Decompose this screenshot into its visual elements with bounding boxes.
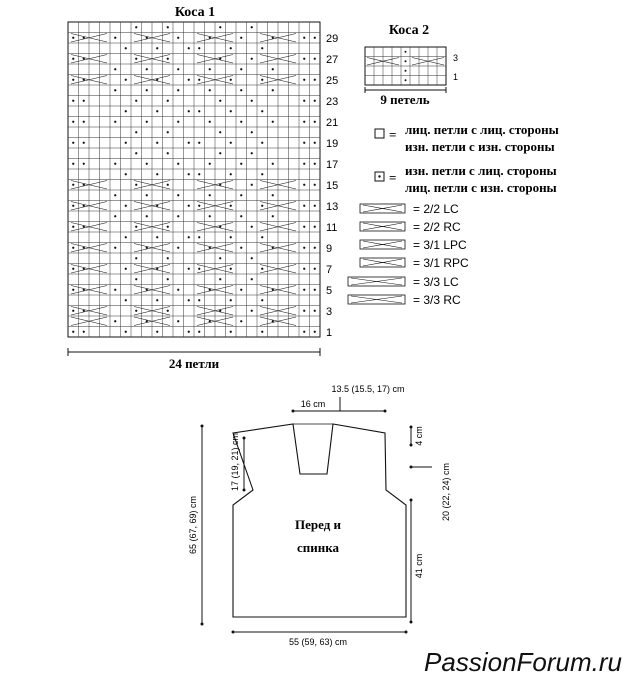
chart1-row-labels [326,33,338,339]
purl-dot [219,278,221,280]
purl-dot [177,37,179,39]
purl-dot [156,331,158,333]
purl-dot [198,142,200,144]
purl-dot [219,26,221,28]
chart1-row-label: 7 [326,264,333,276]
purl-dot [156,236,158,238]
purl-dot [72,142,74,144]
purl-dot [303,289,305,291]
purl-dot [167,278,169,280]
purl-dot [251,26,253,28]
total-length-dot-top [201,425,204,428]
purl-dot [230,79,232,81]
purl-dot [272,163,274,165]
purl-dot [230,236,232,238]
purl-dot [314,205,316,207]
purl-dot [219,100,221,102]
purl-dot [125,268,127,270]
purl-dot [261,142,263,144]
purl-dot [167,26,169,28]
watermark: PassionForum.ru [424,647,622,677]
purl-dot [83,331,85,333]
legend-knit-line1: лиц. петли с лиц. стороны [405,122,559,137]
purl-dot [72,226,74,228]
purl-dot [135,184,137,186]
chart1-row-label: 21 [326,117,339,129]
bottom-width-label: 55 (59, 63) cm [288,637,348,647]
purl-dot [303,100,305,102]
side-length-dot-bottom [410,621,413,624]
neck-width-dot-right [384,410,387,413]
purl-dot [135,310,137,312]
purl-dot [146,121,148,123]
purl-dot [72,268,74,270]
purl-dot [135,26,137,28]
purl-dot [188,47,190,49]
purl-dot [303,142,305,144]
purl-dot [146,163,148,165]
purl-dot [261,299,263,301]
purl-dot [167,131,169,133]
purl-dot [114,121,116,123]
legend-knit-eq: = [389,127,397,142]
purl-dot [135,58,137,60]
neck-depth-label: 4 cm [414,426,424,446]
neck-depth-dot-bottom [410,444,413,447]
purl-dot [272,121,274,123]
chart1-width-label: 24 петли [168,356,220,371]
purl-dot [314,310,316,312]
purl-dot [230,205,232,207]
purl-dot [405,60,407,62]
purl-dot [177,68,179,70]
purl-dot [209,215,211,217]
legend-knit-symbol [375,129,384,138]
purl-dot [146,215,148,217]
purl-dot [188,205,190,207]
purl-dot [240,89,242,91]
legend-cable-label: = 3/1 LPC [413,238,467,252]
purl-dot [303,205,305,207]
purl-dot [177,121,179,123]
purl-dot [72,58,74,60]
chart1-grid [68,22,320,337]
side-length-label: 41 cm [414,553,424,579]
purl-dot [198,268,200,270]
front-neck-label: 17 (19, 21) cm [230,432,240,492]
side-length-dot-top [410,499,413,502]
purl-dot [83,100,85,102]
purl-dot [177,289,179,291]
chart1-row-label: 9 [326,243,333,255]
purl-dot [251,131,253,133]
purl-dot [198,205,200,207]
purl-dot [272,215,274,217]
chart2-row-label-1: 1 [453,72,459,82]
purl-dot [251,226,253,228]
purl-dot [167,184,169,186]
purl-dot [240,289,242,291]
purl-dot [251,100,253,102]
shoulder-width-label: 16 cm [300,399,326,409]
purl-dot [303,184,305,186]
purl-dot [251,278,253,280]
purl-dot [156,142,158,144]
purl-dot [135,226,137,228]
front-neck-dot-bottom [243,489,246,492]
purl-dot [314,184,316,186]
armhole-dot [410,466,413,469]
purl-dot [72,163,74,165]
purl-dot [156,47,158,49]
total-length-label: 65 (67, 69) cm [188,495,198,555]
chart2-width-label: 9 петель [380,92,430,107]
purl-dot [314,289,316,291]
purl-dot [135,278,137,280]
legend-cable-label: = 2/2 RC [413,220,461,234]
purl-dot [114,37,116,39]
purl-dot [198,236,200,238]
purl-dot [177,163,179,165]
purl-dot [240,163,242,165]
bottom-width-dot-left [232,631,235,634]
neck-width-dot-left [292,410,295,413]
purl-dot [209,163,211,165]
purl-dot [251,152,253,154]
purl-dot [177,215,179,217]
purl-dot [114,89,116,91]
purl-dot [188,110,190,112]
purl-dot [303,226,305,228]
purl-dot [198,299,200,301]
purl-dot [177,320,179,322]
purl-dot [251,257,253,259]
purl-dot [272,194,274,196]
purl-dot [146,89,148,91]
purl-dot [230,47,232,49]
purl-dot [230,268,232,270]
schematic-title-1: Перед и [294,517,342,532]
chart1-row-label: 5 [326,285,333,297]
purl-dot [314,226,316,228]
legend-cable-label: = 3/3 LC [413,275,459,289]
purl-dot [114,163,116,165]
purl-dot [405,70,407,72]
purl-dot [261,268,263,270]
purl-dot [114,68,116,70]
chart1-title: Коса 1 [174,5,216,20]
purl-dot [125,299,127,301]
purl-dot [405,51,407,53]
chart1-row-label: 29 [326,33,339,45]
purl-dot [125,110,127,112]
purl-dot [83,163,85,165]
bottom-width-dot-right [405,631,408,634]
purl-dot [83,142,85,144]
purl-dot [125,205,127,207]
neck-depth-dot-top [410,426,413,429]
total-length-dot-bottom [201,623,204,626]
purl-dot [303,58,305,60]
chart1-row-label: 1 [326,327,333,339]
purl-dot [230,110,232,112]
legend-knit-line2: изн. петли с изн. стороны [405,139,555,154]
purl-dot [240,121,242,123]
purl-dot [72,121,74,123]
purl-dot [125,142,127,144]
purl-dot [303,37,305,39]
purl-dot [314,331,316,333]
purl-dot [114,320,116,322]
purl-dot [261,331,263,333]
purl-dot [261,110,263,112]
purl-dot [167,58,169,60]
purl-dot [114,215,116,217]
purl-dot [251,184,253,186]
purl-dot [251,58,253,60]
neck-width-label: 13.5 (15.5, 17) cm [331,384,405,394]
purl-dot [72,205,74,207]
purl-dot [167,310,169,312]
purl-dot [114,247,116,249]
legend-purl-dot [378,175,380,177]
chart1-row-label: 25 [326,75,339,87]
purl-dot [198,173,200,175]
schematic-title-2: спинка [296,540,340,555]
legend-cable-label: = 3/3 RC [413,293,461,307]
purl-dot [156,173,158,175]
purl-dot [72,247,74,249]
purl-dot [188,299,190,301]
purl-dot [230,173,232,175]
purl-dot [209,194,211,196]
purl-dot [303,310,305,312]
purl-dot [303,121,305,123]
purl-dot [156,110,158,112]
purl-dot [230,331,232,333]
purl-dot [303,247,305,249]
chart1-row-label: 3 [326,306,333,318]
legend-cable-label: = 3/1 RPC [413,256,469,270]
legend-cables [348,202,469,307]
chart1-row-label: 13 [326,201,339,213]
chart2-grid [365,47,446,85]
purl-dot [72,310,74,312]
front-neck-dot-top [243,437,246,440]
purl-dot [240,194,242,196]
purl-dot [135,152,137,154]
armhole-label: 20 (22, 24) cm [441,462,451,522]
purl-dot [125,47,127,49]
purl-dot [72,331,74,333]
purl-dot [240,247,242,249]
chart1-row-label: 27 [326,54,339,66]
purl-dot [72,100,74,102]
chart2-row-label-3: 3 [453,53,459,63]
legend-purl-line2: лиц. петли с изн. стороны [405,180,557,195]
purl-dot [188,142,190,144]
purl-dot [135,257,137,259]
purl-dot [188,331,190,333]
purl-dot [167,152,169,154]
purl-dot [188,173,190,175]
purl-dot [314,79,316,81]
purl-dot [135,131,137,133]
purl-dot [314,247,316,249]
purl-dot [156,299,158,301]
purl-dot [146,194,148,196]
purl-dot [272,68,274,70]
purl-dot [167,100,169,102]
chart2-title: Коса 2 [388,23,430,38]
legend-cable-label: = 2/2 LC [413,202,459,216]
purl-dot [314,163,316,165]
purl-dot [125,79,127,81]
purl-dot [188,268,190,270]
purl-dot [209,68,211,70]
purl-dot [125,331,127,333]
purl-dot [261,79,263,81]
purl-dot [251,310,253,312]
purl-dot [72,37,74,39]
purl-dot [72,289,74,291]
purl-dot [261,47,263,49]
purl-dot [219,257,221,259]
purl-dot [303,163,305,165]
purl-dot [314,100,316,102]
purl-dot [72,184,74,186]
purl-dot [209,121,211,123]
purl-dot [405,79,407,81]
purl-dot [230,299,232,301]
purl-dot [188,79,190,81]
purl-dot [303,79,305,81]
chart1-row-label: 19 [326,138,339,150]
chart1-row-label: 17 [326,159,339,171]
purl-dot [146,68,148,70]
chart1-row-label: 23 [326,96,339,108]
chart1-row-label: 11 [326,222,338,234]
purl-dot [261,173,263,175]
purl-dot [125,236,127,238]
purl-dot [240,320,242,322]
purl-dot [314,142,316,144]
purl-dot [198,110,200,112]
purl-dot [314,121,316,123]
purl-dot [198,47,200,49]
purl-dot [272,89,274,91]
purl-dot [240,215,242,217]
purl-dot [314,37,316,39]
purl-dot [114,289,116,291]
purl-dot [240,68,242,70]
purl-dot [198,331,200,333]
purl-dot [303,268,305,270]
legend-purl-eq: = [389,170,397,185]
purl-dot [219,131,221,133]
purl-dot [83,121,85,123]
purl-dot [167,226,169,228]
purl-dot [188,236,190,238]
purl-dot [314,58,316,60]
purl-dot [198,79,200,81]
purl-dot [219,152,221,154]
purl-dot [261,236,263,238]
legend-purl-line1: изн. петли с лиц. стороны [405,163,557,178]
purl-dot [261,205,263,207]
purl-dot [177,247,179,249]
purl-dot [177,89,179,91]
purl-dot [209,89,211,91]
purl-dot [167,257,169,259]
purl-dot [72,79,74,81]
chart1-row-label: 15 [326,180,339,192]
purl-dot [135,100,137,102]
purl-dot [230,142,232,144]
purl-dot [240,37,242,39]
purl-dot [114,194,116,196]
purl-dot [177,194,179,196]
purl-dot [303,331,305,333]
purl-dot [125,173,127,175]
purl-dot [314,268,316,270]
